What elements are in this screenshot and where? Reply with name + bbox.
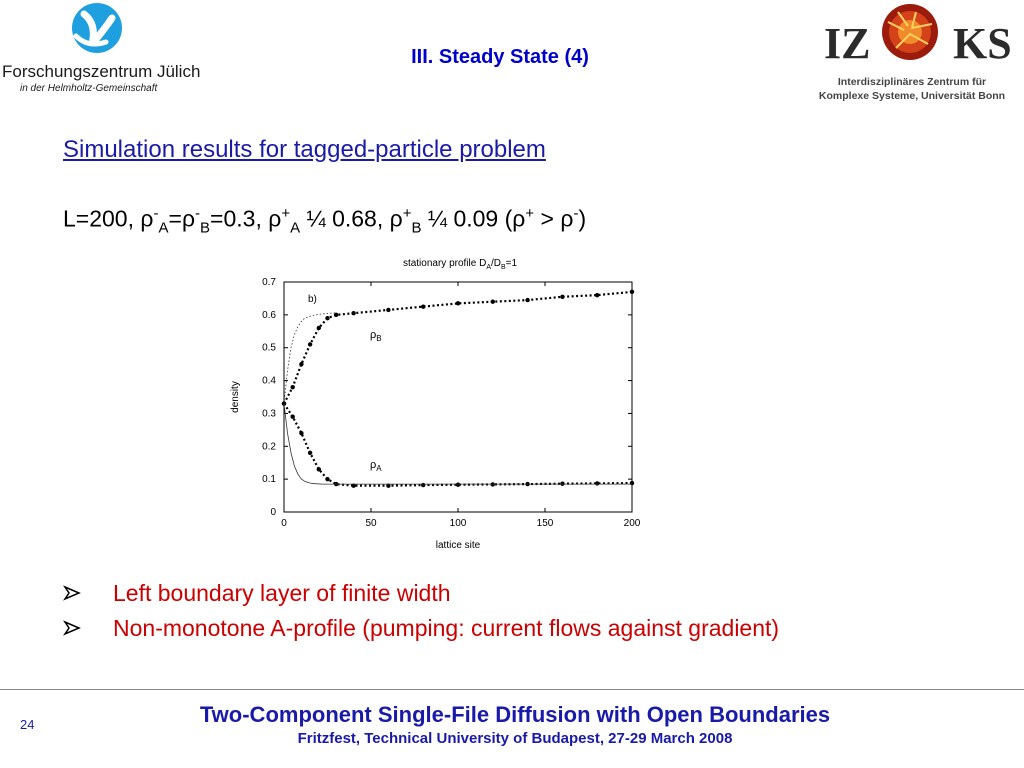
- density-profile-chart: [220, 252, 660, 552]
- page-number: 24: [20, 717, 35, 732]
- section-heading: Simulation results for tagged-particle problem: [63, 136, 546, 163]
- series-label-rho-a: $\rho_A$: [370, 459, 382, 473]
- rho-symbol: ρ: [389, 205, 403, 232]
- x-tick-label: 200: [623, 518, 641, 529]
- y-tick-label: 0.5: [262, 342, 276, 354]
- param-text: >: [534, 205, 561, 232]
- chart-title: stationary profile $D_A/D_B=1$: [402, 258, 518, 271]
- param-text: ¼ 0.68,: [300, 205, 390, 232]
- izks-caption-line1: Interdisziplinäres Zentrum für: [837, 76, 987, 88]
- y-tick-label: 0.4: [262, 375, 276, 387]
- param-text: ¼ 0.09 (: [421, 205, 513, 232]
- rho-subscript: B: [411, 219, 422, 237]
- y-axis-label: density: [230, 381, 241, 413]
- bullet-text: Non-monotone A-profile (pumping: current flows against gradient): [113, 615, 780, 641]
- series-3-line: [284, 404, 632, 485]
- x-tick-label: 0: [281, 518, 287, 529]
- izks-logo-text-right: KS: [953, 19, 1012, 68]
- param-text: =: [168, 205, 182, 232]
- panel-label: b): [308, 294, 317, 305]
- x-tick-label: 150: [536, 518, 554, 529]
- y-tick-label: 0: [270, 507, 276, 518]
- rho-symbol: ρ: [140, 205, 154, 232]
- rho-superscript: -: [153, 205, 159, 222]
- series-0-line: [284, 292, 632, 404]
- footer-divider: [0, 689, 1024, 690]
- y-tick-label: 0.6: [262, 309, 276, 321]
- rho-subscript: A: [158, 219, 169, 237]
- rho-subscript: A: [290, 219, 301, 237]
- rho-superscript: -: [573, 205, 579, 222]
- footer-subtitle: Fritzfest, Technical University of Budapest, 27-29 March 2008: [297, 730, 733, 747]
- x-tick-label: 50: [365, 518, 377, 529]
- chart-canvas: [220, 252, 660, 552]
- bullet-item: [63, 580, 451, 607]
- parameter-line: [63, 205, 586, 236]
- param-text: =0.3,: [210, 205, 269, 232]
- series-2-line: [284, 313, 336, 404]
- x-axis-label: lattice site: [435, 540, 481, 551]
- rho-symbol: ρ: [560, 205, 574, 232]
- institute-subtitle: in der Helmholtz-Gemeinschaft: [20, 83, 158, 94]
- y-tick-label: 0.3: [262, 408, 276, 420]
- izks-caption-line2: Komplexe Systeme, Universität Bonn: [818, 90, 1006, 102]
- rho-subscript: B: [200, 219, 211, 237]
- slide-title: III. Steady State (4): [411, 46, 589, 68]
- bullet-text: Left boundary layer of finite width: [113, 580, 451, 606]
- rho-symbol: ρ: [181, 205, 196, 232]
- rho-superscript: +: [402, 205, 412, 222]
- param-text: ): [578, 205, 587, 232]
- y-tick-label: 0.1: [262, 474, 276, 486]
- y-tick-label: 0.7: [262, 277, 276, 288]
- param-text: L=200,: [63, 205, 141, 232]
- izks-logo-text-left: IZ: [824, 19, 871, 68]
- bullet-item: [63, 615, 779, 642]
- rho-superscript: +: [281, 205, 291, 222]
- y-tick-label: 0.2: [262, 441, 276, 453]
- institute-name: Forschungszentrum Jülich: [2, 62, 201, 81]
- rho-superscript: +: [525, 205, 535, 222]
- rho-symbol: ρ: [512, 205, 526, 232]
- x-tick-label: 100: [449, 518, 467, 529]
- rho-symbol: ρ: [268, 205, 282, 232]
- arrow-bullet-icon: [63, 580, 113, 607]
- series-label-rho-b: $\rho_B$: [370, 329, 382, 343]
- series-1-line: [284, 404, 632, 486]
- footer-title: Two-Component Single-File Diffusion with Open Boundaries: [199, 702, 831, 727]
- arrow-bullet-icon: [63, 615, 113, 642]
- rho-superscript: -: [195, 205, 201, 222]
